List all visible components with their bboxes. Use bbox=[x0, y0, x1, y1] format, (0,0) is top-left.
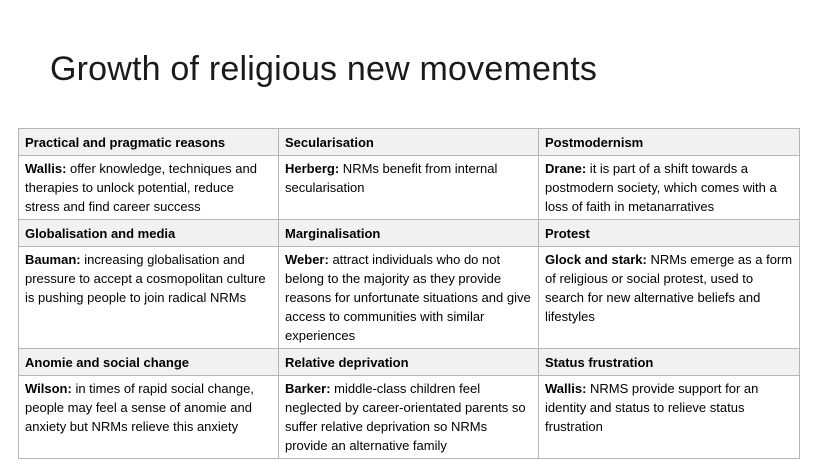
cell-text: offer knowledge, techniques and therapies to unlock potential, reduce stress and find career success bbox=[25, 161, 257, 214]
theories-table bbox=[18, 128, 800, 459]
content-cell bbox=[279, 156, 539, 220]
cell-text: increasing globalisation and pressure to accept a cosmopolitan culture is pushing people to join radical NRMs bbox=[25, 252, 266, 305]
header-cell-practical: Practical and pragmatic reasons bbox=[19, 129, 279, 156]
header-cell-marginalisation: Marginalisation bbox=[279, 220, 539, 247]
content-cell bbox=[539, 156, 800, 220]
cell-text: middle-class children feel neglected by career-orientated parents so suffer relative deprivation so NRMs provide an alternative family bbox=[285, 381, 526, 453]
content-cell bbox=[539, 247, 800, 349]
content-cell bbox=[279, 376, 539, 459]
slide-title: Growth of religious new movements bbox=[50, 50, 598, 88]
content-cell bbox=[19, 247, 279, 349]
author-name: Wallis: bbox=[25, 161, 67, 176]
cell-text: in times of rapid social change, people may feel a sense of anomie and anxiety but NRMs relieve this anxiety bbox=[25, 381, 254, 434]
header-cell-protest: Protest bbox=[539, 220, 800, 247]
content-row bbox=[19, 156, 800, 220]
header-row bbox=[19, 220, 800, 247]
author-name: Barker: bbox=[285, 381, 331, 396]
content-cell bbox=[539, 376, 800, 459]
content-cell bbox=[19, 156, 279, 220]
author-name: Wallis: bbox=[545, 381, 587, 396]
header-row bbox=[19, 349, 800, 376]
author-name: Drane: bbox=[545, 161, 587, 176]
cell-text: NRMS provide support for an identity and status to relieve status frustration bbox=[545, 381, 759, 434]
content-cell bbox=[279, 247, 539, 349]
header-row bbox=[19, 129, 800, 156]
header-cell-status-frustration: Status frustration bbox=[539, 349, 800, 376]
cell-text: attract individuals who do not belong to the majority as they provide reasons for unfortunate situations and give access to communities with similar experiences bbox=[285, 252, 531, 343]
cell-text: it is part of a shift towards a postmodern society, which comes with a loss of faith in metanarratives bbox=[545, 161, 777, 214]
content-cell bbox=[19, 376, 279, 459]
content-row bbox=[19, 247, 800, 349]
cell-text: NRMs benefit from internal secularisation bbox=[285, 161, 498, 195]
author-name: Glock and stark: bbox=[545, 252, 647, 267]
header-cell-globalisation: Globalisation and media bbox=[19, 220, 279, 247]
header-cell-anomie: Anomie and social change bbox=[19, 349, 279, 376]
author-name: Bauman: bbox=[25, 252, 81, 267]
header-cell-postmodernism: Postmodernism bbox=[539, 129, 800, 156]
header-cell-relative-deprivation: Relative deprivation bbox=[279, 349, 539, 376]
cell-text: NRMs emerge as a form of religious or social protest, used to search for new alternative beliefs and lifestyles bbox=[545, 252, 793, 324]
author-name: Wilson: bbox=[25, 381, 72, 396]
header-cell-secularisation: Secularisation bbox=[279, 129, 539, 156]
author-name: Weber: bbox=[285, 252, 329, 267]
author-name: Herberg: bbox=[285, 161, 340, 176]
content-row bbox=[19, 376, 800, 459]
